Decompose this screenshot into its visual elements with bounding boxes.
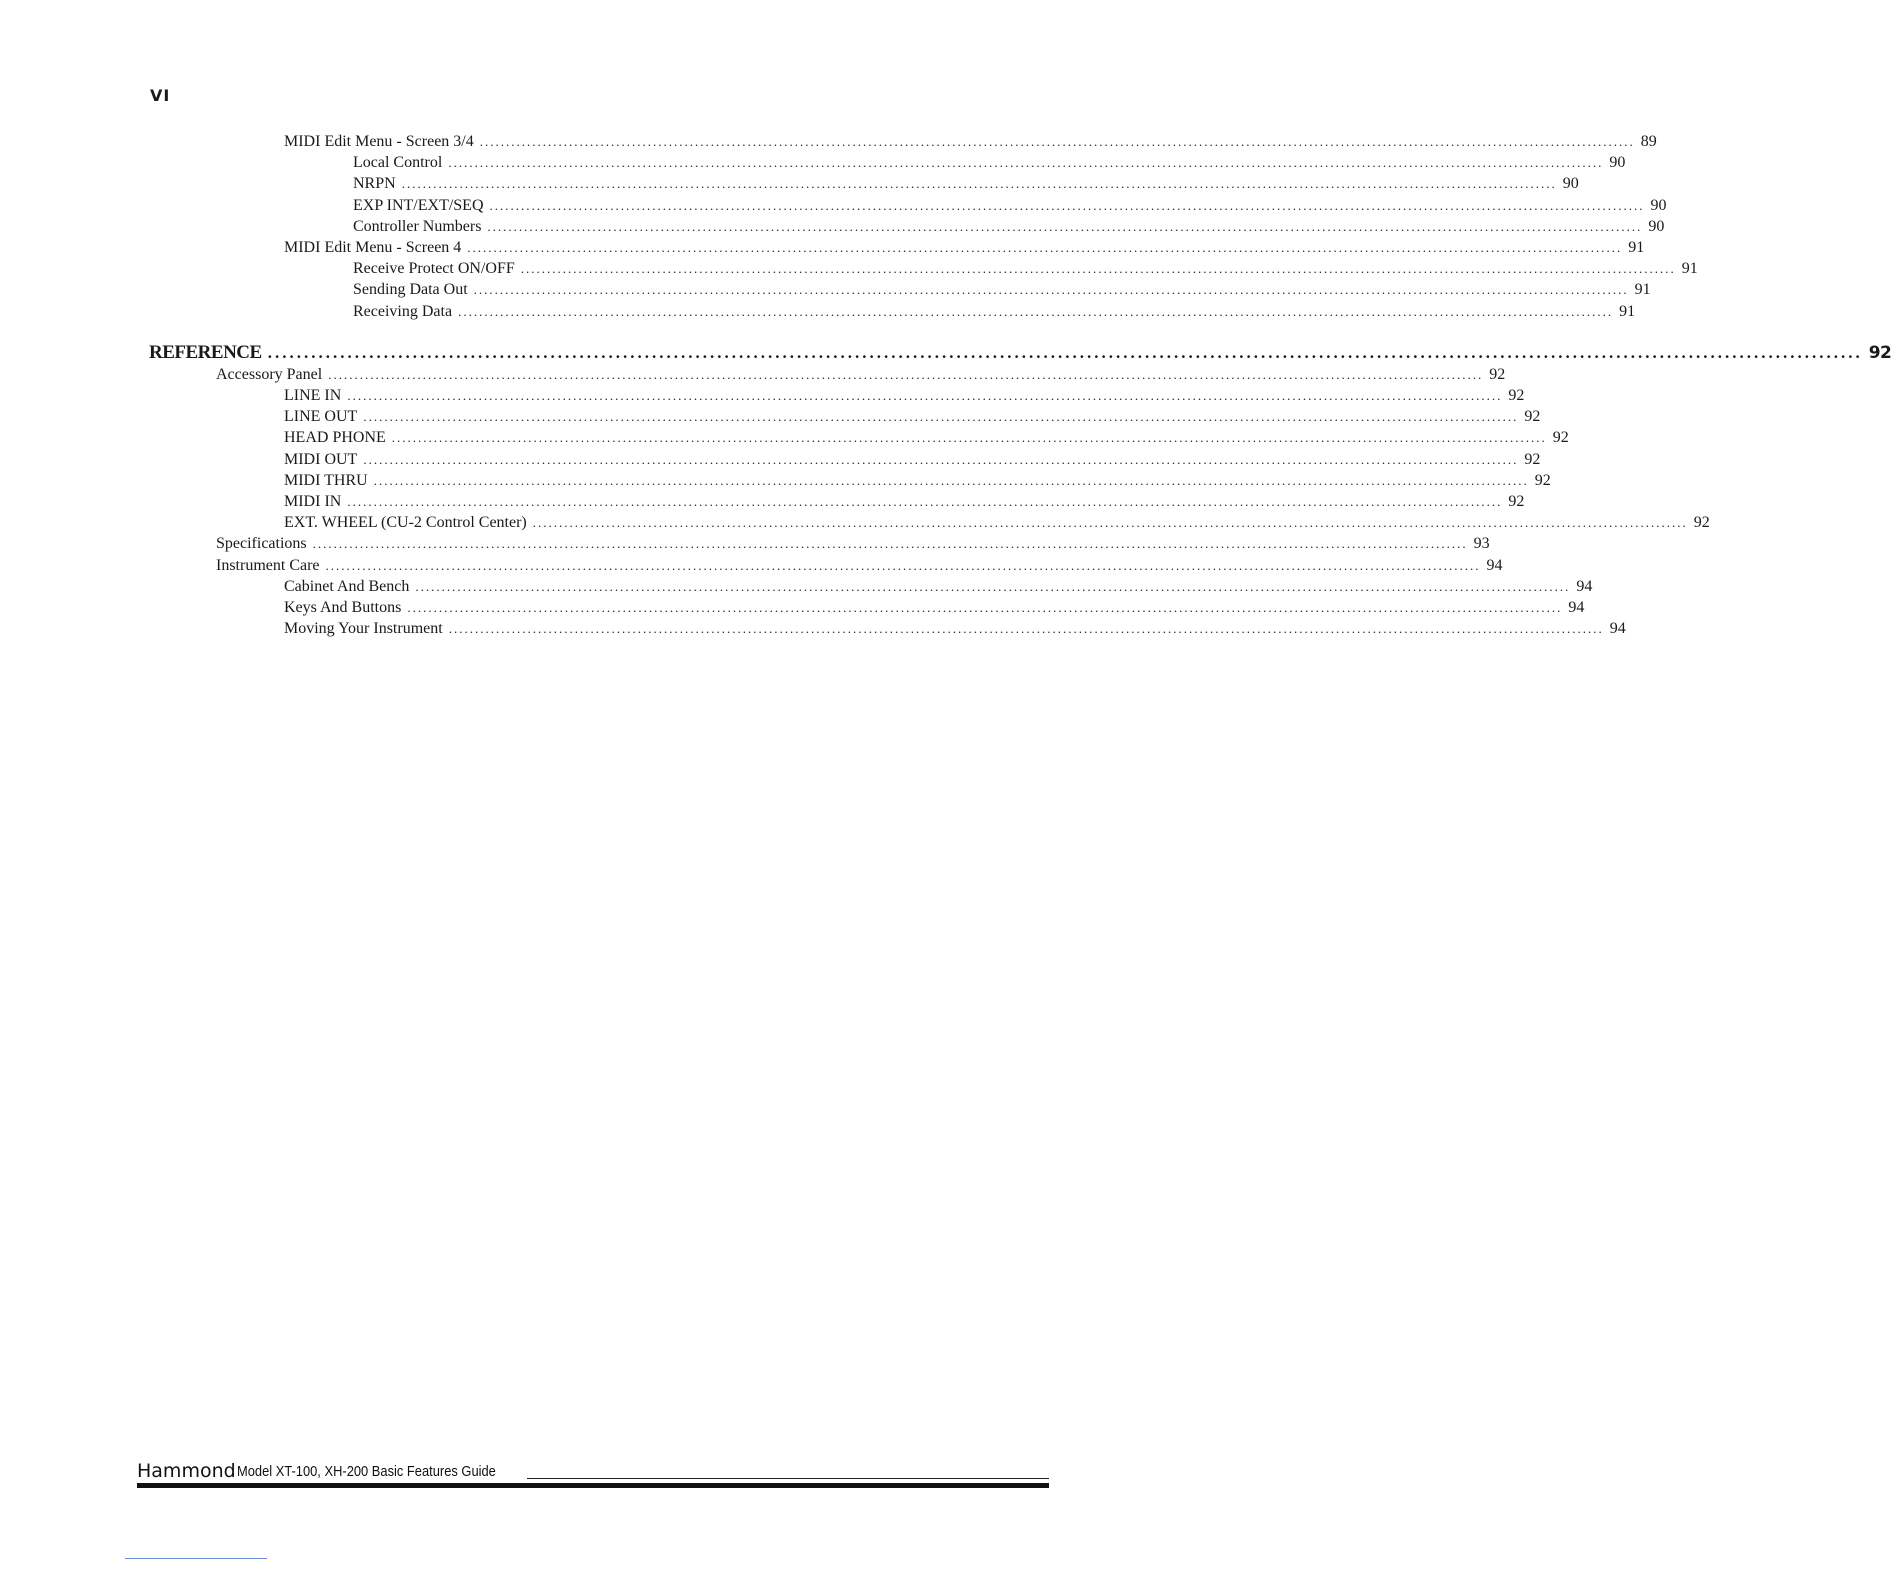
footer-rule-thick (137, 1483, 1049, 1488)
toc-leader-dots: ............................................................................................................................................................................................................................ (363, 409, 1519, 425)
toc-entry-page: 90 (1648, 217, 1665, 235)
toc-entry-page: 90 (1609, 154, 1626, 172)
toc-entry (353, 280, 1651, 300)
toc-entry (284, 598, 1585, 618)
toc-entry-label: Receiving Data (353, 302, 453, 320)
toc-entry-label: NRPN (353, 175, 396, 193)
toc-entry-label: Instrument Care (216, 556, 320, 574)
toc-leader-dots: ............................................................................................................................................................................................................................ (391, 430, 1547, 446)
toc-leader-dots: ............................................................................................................................................................................................................................ (458, 303, 1614, 319)
footer-title: Model XT-100, XH-200 Basic Features Guide (237, 1463, 496, 1480)
toc-entry-label: Keys And Buttons (284, 599, 402, 616)
toc-entry-label: Accessory Panel (216, 365, 323, 383)
toc-section-heading (149, 341, 1891, 363)
toc-leader-dots: ............................................................................................................................................................................................................................ (448, 621, 1604, 637)
toc-leader-dots: ............................................................................................................................................................................................................................ (267, 342, 1863, 362)
toc-entry-label: Moving Your Instrument (284, 620, 443, 638)
toc-entry-page: 92 (1552, 429, 1569, 447)
toc-entry-page: 92 (1868, 342, 1891, 363)
toc-leader-dots: ............................................................................................................................................................................................................................ (347, 494, 1503, 509)
toc-leader-dots: ............................................................................................................................................................................................................................ (532, 515, 1688, 531)
toc-entry-label: EXT. WHEEL (CU-2 Control Center) (284, 514, 527, 532)
toc-entry-page: 91 (1681, 260, 1698, 278)
toc-entry-label: MIDI OUT (284, 450, 358, 468)
toc-entry-page: 92 (1693, 514, 1710, 532)
toc-entry (284, 492, 1525, 512)
toc-entry-label: MIDI Edit Menu - Screen 4 (284, 239, 462, 256)
footer-brand: Hammond (137, 1460, 236, 1482)
toc-entry-label: REFERENCE (149, 341, 262, 363)
toc-entry-label: MIDI Edit Menu - Screen 3/4 (284, 133, 474, 150)
toc-leader-dots: ............................................................................................................................................................................................................................ (328, 366, 1484, 382)
toc-entry-page: 91 (1634, 281, 1651, 299)
toc-leader-dots: ............................................................................................................................................................................................................................ (467, 240, 1623, 255)
toc-entry (284, 619, 1626, 639)
toc-entry-page: 91 (1619, 302, 1636, 320)
toc-leader-dots: ............................................................................................................................................................................................................................ (325, 557, 1481, 573)
toc-entry-page: 92 (1489, 365, 1506, 383)
toc-entry-page: 92 (1524, 450, 1541, 468)
toc-entry-label: Cabinet And Bench (284, 577, 410, 595)
toc-entry-label: Controller Numbers (353, 217, 482, 235)
toc-entry-page: 89 (1640, 133, 1657, 150)
toc-entry (353, 217, 1665, 237)
toc-entry (216, 365, 1506, 385)
toc-entry-page: 93 (1473, 535, 1490, 553)
toc-entry (284, 238, 1645, 258)
toc-entry (284, 132, 1657, 152)
toc-entry-label: MIDI IN (284, 493, 342, 510)
toc-entry (284, 428, 1569, 448)
toc-entry (284, 577, 1593, 597)
toc-entry (216, 556, 1503, 576)
toc-leader-dots: ............................................................................................................................................................................................................................ (473, 282, 1629, 298)
toc-leader-dots: ............................................................................................................................................................................................................................ (520, 261, 1676, 277)
toc-entry (284, 513, 1710, 533)
toc-entry-page: 92 (1508, 493, 1525, 510)
toc-entry-label: EXP INT/EXT/SEQ (353, 196, 484, 214)
toc-leader-dots: ............................................................................................................................................................................................................................ (448, 155, 1604, 171)
toc-entry-label: Specifications (216, 535, 307, 553)
toc-entry (284, 386, 1525, 406)
toc-entry-page: 94 (1486, 556, 1503, 574)
footer-rule-thin (527, 1478, 1049, 1479)
page-number: VI (150, 86, 171, 105)
toc-leader-dots: ............................................................................................................................................................................................................................ (487, 218, 1643, 234)
toc-leader-dots: ............................................................................................................................................................................................................................ (373, 472, 1529, 488)
toc-entry-label: Receive Protect ON/OFF (353, 260, 515, 278)
toc-entry (353, 174, 1579, 194)
toc-entry (353, 153, 1626, 173)
scan-edge-line (125, 1558, 267, 1559)
toc-entry-label: HEAD PHONE (284, 429, 386, 447)
toc-entry (216, 534, 1490, 554)
toc-entry-page: 94 (1568, 599, 1585, 616)
toc-entry-label: Local Control (353, 154, 443, 172)
toc-entry (353, 302, 1636, 322)
toc-entry (353, 259, 1698, 279)
toc-leader-dots: ............................................................................................................................................................................................................................ (407, 600, 1563, 615)
toc-entry-label: LINE OUT (284, 408, 358, 426)
toc-leader-dots: ............................................................................................................................................................................................................................ (401, 176, 1557, 192)
toc-leader-dots: ............................................................................................................................................................................................................................ (415, 578, 1571, 594)
toc-entry-page: 94 (1576, 577, 1593, 595)
page-footer (137, 1458, 1049, 1490)
toc-leader-dots: ............................................................................................................................................................................................................................ (312, 536, 1468, 552)
toc-entry-page: 90 (1562, 175, 1579, 193)
toc-leader-dots: ............................................................................................................................................................................................................................ (479, 134, 1635, 149)
toc-entry-label: LINE IN (284, 387, 342, 404)
toc-entry (284, 450, 1541, 470)
toc-entry (353, 196, 1667, 216)
toc-leader-dots: ............................................................................................................................................................................................................................ (347, 388, 1503, 403)
toc-leader-dots: ............................................................................................................................................................................................................................ (363, 451, 1519, 467)
toc-leader-dots: ............................................................................................................................................................................................................................ (489, 197, 1645, 213)
toc-entry-page: 92 (1534, 471, 1551, 489)
toc-entry-page: 90 (1650, 196, 1667, 214)
toc-entry-label: MIDI THRU (284, 471, 368, 489)
toc-entry (284, 471, 1551, 491)
toc-entry (284, 407, 1541, 427)
toc-entry-label: Sending Data Out (353, 281, 468, 299)
toc-entry-page: 94 (1609, 620, 1626, 638)
toc-entry-page: 92 (1524, 408, 1541, 426)
toc-entry-page: 92 (1508, 387, 1525, 404)
toc-entry-page: 91 (1628, 239, 1645, 256)
